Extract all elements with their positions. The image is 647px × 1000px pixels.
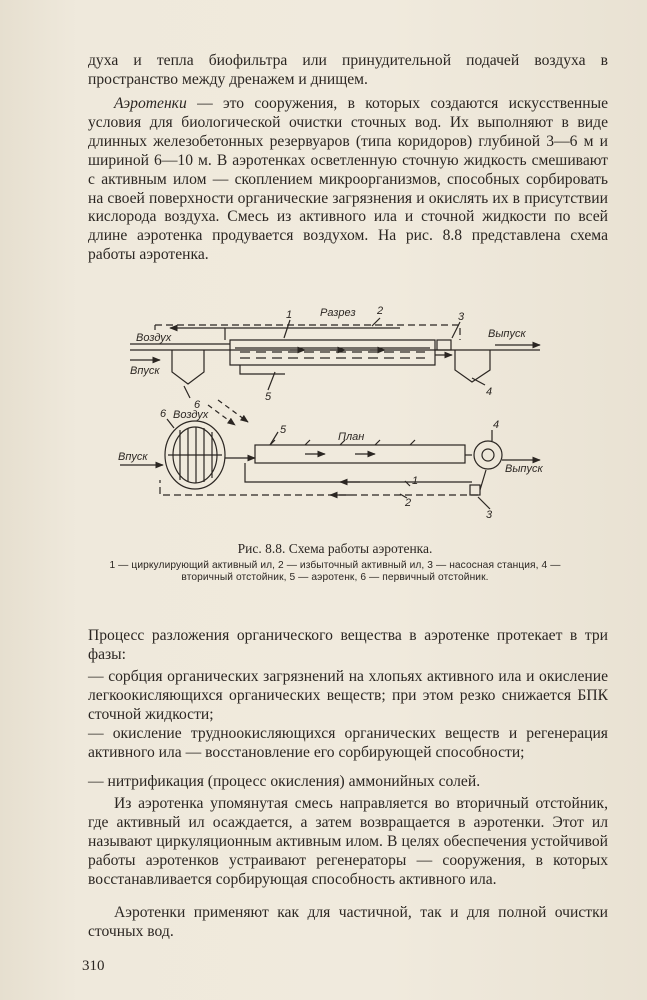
phase-2: — окисление трудноокисляющихся органических веществ и регенерация активного ила — восстановление его сорбирующей способности; <box>88 725 608 761</box>
paragraph-aerotanks-definition <box>88 95 608 265</box>
label-section-1: 1 <box>286 309 293 321</box>
phase-1: — сорбция органических загрязнений на хлопьях активного ила и окисление легкоокисляющихся органических веществ; при этом резко снижается БПК сточной жидкости; <box>88 668 608 723</box>
label-inlet-section: Впуск <box>130 365 160 377</box>
figure-aerotank-scheme <box>100 300 560 530</box>
figure-caption-legend: 1 — циркулирующий активный ил, 2 — избыточный активный ил, 3 — насосная станция, 4 — вторичный отстойник, 5 — аэротенк, 6 — первичный отстойник. <box>109 560 561 583</box>
paragraph-final: Аэротенки применяют как для частичной, так и для полной очистки сточных вод. <box>88 904 608 940</box>
label-section-6: 6 <box>194 399 201 411</box>
label-plan-3: 3 <box>486 509 493 521</box>
label-outlet-plan: Выпуск <box>505 463 543 475</box>
label-plan: План <box>338 431 365 443</box>
page-number: 310 <box>82 958 105 974</box>
label-plan-4: 4 <box>493 419 500 431</box>
label-section-4: 4 <box>486 386 493 398</box>
term-aerotanks: Аэротенки <box>114 95 187 112</box>
figure-caption-title: Рис. 8.8. Схема работы аэротенка. <box>237 541 433 556</box>
paragraph-continuation: духа и тепла биофильтра или принудительной подачей воздуха в пространство между дренажем и днищем. <box>88 52 608 88</box>
secondary-settler-section <box>455 350 490 382</box>
label-section-2: 2 <box>377 305 384 317</box>
primary-settler-section <box>172 350 204 384</box>
process-intro-text: Процесс разложения органического вещества в аэротенке протекает в три фазы: <box>88 627 608 663</box>
excess-sludge-line-section <box>155 325 460 340</box>
label-air-section: Воздух <box>136 332 172 344</box>
label-inlet-plan: Впуск <box>118 451 148 463</box>
secondary-settler-plan <box>474 441 502 469</box>
label-outlet-section: Выпуск <box>488 328 526 340</box>
label-air-plan: Воздух <box>173 409 209 421</box>
pump-station-plan <box>470 485 480 495</box>
label-section-3: 3 <box>458 311 465 323</box>
label-plan-6: 6 <box>160 408 167 420</box>
label-plan-2: 2 <box>405 497 412 509</box>
label-section-5: 5 <box>265 391 272 403</box>
label-plan-5: 5 <box>280 424 287 436</box>
label-section: Разрез <box>320 307 356 319</box>
aerotanks-definition-text: — это сооружения, в которых создаются искусственные условия для биологической очистки сточных вод. Их выполняют в виде длинных железобетонных резервуаров (типа коридоров) глубиной 3—6 м и шириной 6—10 м. В аэротенках осветленную сточную жидкость смешивают с активным илом — скоплением микроорганизмов, способных сорбировать на своей поверхности органические загрязнения и окислять их в присутствии кислорода воздуха. Смесь из активного ила и сточной жидкости по всей длине аэротенка продувается воздухом. На рис. 8.8 представлена схема работы аэротенка. <box>88 95 608 264</box>
aerotank-diagram <box>100 300 560 530</box>
paragraph-process-intro <box>88 627 608 665</box>
paragraph-circulation: Из аэротенка упомянутая смесь направляется во вторичный отстойник, где активный ил осаждается, а затем возвращается в аэротенки. Этот ил называют циркуляционным активным илом. В целях обеспечения устойчивой работы аэротенков устраивают регенераторы — сооружения, в которых восстанавливается сорбирующая способность активного ила. <box>88 795 608 888</box>
phase-3: — нитрификация (процесс окисления) аммонийных солей. <box>88 773 481 790</box>
label-plan-1: 1 <box>412 475 419 487</box>
